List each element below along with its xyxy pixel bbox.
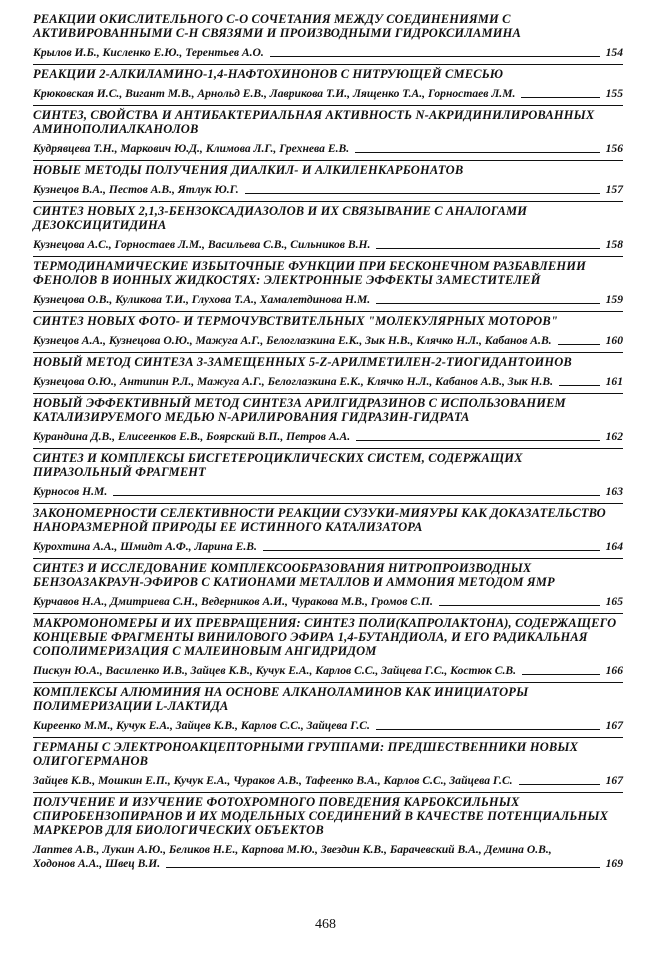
entry-authors-row xyxy=(33,183,623,197)
entry-authors-line-2: Ходонов А.А., Швец В.И. xyxy=(33,857,161,870)
leader-line xyxy=(376,303,599,304)
toc-entry xyxy=(33,201,623,252)
entry-authors-row xyxy=(33,664,623,678)
entry-authors-row xyxy=(33,595,623,609)
entry-authors-row xyxy=(33,540,623,554)
leader-line xyxy=(376,248,599,249)
entry-title: СИНТЕЗ, СВОЙСТВА И АНТИБАКТЕРИАЛЬНАЯ АКТИВНОСТЬ N-АКРИДИНИЛИРОВАННЫХ АМИНОПОЛИАЛКАНОЛОВ xyxy=(33,105,623,136)
entry-page-number: 166 xyxy=(605,664,623,677)
leader-line xyxy=(166,867,599,868)
entry-authors: Крюковская И.С., Вигант М.В., Арнольд Е.В., Лаврикова Т.И., Лященко Т.А., Горностаев Л.М. xyxy=(33,87,516,100)
entry-page-number: 167 xyxy=(605,719,623,732)
page-footer-number: 468 xyxy=(315,917,336,932)
entry-title: СИНТЕЗ НОВЫХ 2,1,3-БЕНЗОКСАДИАЗОЛОВ И ИХ СВЯЗЫВАНИЕ С АНАЛОГАМИ ДЕЗОКСИЦИТИДИНА xyxy=(33,201,623,232)
entry-title: ПОЛУЧЕНИЕ И ИЗУЧЕНИЕ ФОТОХРОМНОГО ПОВЕДЕНИЯ КАРБОКСИЛЬНЫХ СПИРОБЕНЗОПИРАНОВ И ИХ МОДЕЛЬНЫХ СОЕДИНЕНИЙ В КАЧЕСТВЕ ПОТЕНЦИАЛЬНЫХ МАРКЕРОВ ДЛЯ БИОЛОГИЧЕСКИХ ОБЪЕКТОВ xyxy=(33,792,623,837)
entry-authors-row xyxy=(33,238,623,252)
entry-authors-row xyxy=(33,334,623,348)
entry-title: НОВЫЕ МЕТОДЫ ПОЛУЧЕНИЯ ДИАЛКИЛ- И АЛКИЛЕНКАРБОНАТОВ xyxy=(33,160,623,177)
leader-line xyxy=(270,56,600,57)
toc-entry xyxy=(33,311,623,348)
entry-page-number: 164 xyxy=(605,540,623,553)
leader-line xyxy=(245,193,600,194)
toc-entry xyxy=(33,105,623,156)
toc-entry xyxy=(33,737,623,788)
toc-entry xyxy=(33,682,623,733)
entry-page-number: 156 xyxy=(605,142,623,155)
entry-authors: Кузнецов В.А., Пестов А.В., Ятлук Ю.Г. xyxy=(33,183,239,196)
entry-title: НОВЫЙ МЕТОД СИНТЕЗА 3-ЗАМЕЩЕННЫХ 5-Z-АРИЛМЕТИЛЕН-2-ТИОГИДАНТОИНОВ xyxy=(33,352,623,369)
toc-entry xyxy=(33,10,623,60)
entry-page-number: 158 xyxy=(605,238,623,251)
toc-entry xyxy=(33,558,623,609)
entry-page-number: 160 xyxy=(605,334,623,347)
entry-page-number: 154 xyxy=(605,46,623,59)
leader-line xyxy=(559,385,600,386)
entry-authors-row xyxy=(33,87,623,101)
entry-title: СИНТЕЗ И КОМПЛЕКСЫ БИСГЕТЕРОЦИКЛИЧЕСКИХ СИСТЕМ, СОДЕРЖАЩИХ ПИРАЗОЛЬНЫЙ ФРАГМЕНТ xyxy=(33,448,623,479)
leader-line xyxy=(558,344,600,345)
entry-title: РЕАКЦИИ ОКИСЛИТЕЛЬНОГО С-О СОЧЕТАНИЯ МЕЖДУ СОЕДИНЕНИЯМИ С АКТИВИРОВАННЫМИ С-Н СВЯЗЯМИ И ПРОИЗВОДНЫМИ ГИДРОКСИЛАМИНА xyxy=(33,12,522,40)
entry-authors-row xyxy=(33,375,623,389)
leader-line xyxy=(356,440,600,441)
entry-authors: Курносов Н.М. xyxy=(33,485,108,498)
entry-title: ЗАКОНОМЕРНОСТИ СЕЛЕКТИВНОСТИ РЕАКЦИИ СУЗУКИ-МИЯУРЫ КАК ДОКАЗАТЕЛЬСТВО НАНОРАЗМЕРНОЙ ПРИРОДЫ ЕЕ ИСТИННОГО КАТАЛИЗАТОРА xyxy=(33,503,623,534)
toc-entry xyxy=(33,613,623,678)
leader-line xyxy=(376,729,600,730)
entry-authors: Пискун Ю.А., Василенко И.В., Зайцев К.В., Кучук Е.А., Карлов С.С., Зайцева Г.С., Костюк С.В. xyxy=(33,664,517,677)
entry-authors: Кузнецова А.С., Горностаев Л.М., Васильева С.В., Сильников В.Н. xyxy=(33,238,371,251)
entry-page-number: 157 xyxy=(605,183,623,196)
entry-page-number: 163 xyxy=(605,485,623,498)
toc-entry xyxy=(33,160,623,197)
entry-authors: Кузнецов А.А., Кузнецова О.Ю., Мажуга А.Г., Белоглазкина Е.К., Зык Н.В., Клячко Н.Л., Кабанов А.В. xyxy=(33,334,552,347)
entry-title: РЕАКЦИИ 2-АЛКИЛАМИНО-1,4-НАФТОХИНОНОВ С НИТРУЮЩЕЙ СМЕСЬЮ xyxy=(33,64,623,81)
entry-authors: Кудрявцева Т.Н., Маркович Ю.Д., Климова Л.Г., Грехнева Е.В. xyxy=(33,142,350,155)
entry-authors: Киреенко М.М., Кучук Е.А., Зайцев К.В., Карлов С.С., Зайцева Г.С. xyxy=(33,719,370,732)
entry-page-number: 165 xyxy=(605,595,623,608)
entry-authors-row xyxy=(33,719,623,733)
leader-line xyxy=(263,550,600,551)
entry-page-number: 155 xyxy=(605,87,623,100)
contents-list xyxy=(33,10,623,875)
leader-line xyxy=(439,605,600,606)
entry-title: ГЕРМАНЫ С ЭЛЕКТРОНОАКЦЕПТОРНЫМИ ГРУППАМИ: ПРЕДШЕСТВЕННИКИ НОВЫХ ОЛИГОГЕРМАНОВ xyxy=(33,737,623,768)
entry-authors-row xyxy=(33,142,623,156)
entry-page-number: 167 xyxy=(605,774,623,787)
entry-authors-row xyxy=(33,46,623,60)
entry-title: НОВЫЙ ЭФФЕКТИВНЫЙ МЕТОД СИНТЕЗА АРИЛГИДРАЗИНОВ С ИСПОЛЬЗОВАНИЕМ КАТАЛИЗИРУЕМОГО МЕДЬЮ N-АРИЛИРОВАНИЯ ГИДРАЗИН-ГИДРАТА xyxy=(33,393,623,424)
entry-authors-row xyxy=(33,485,623,499)
entry-title: СИНТЕЗ НОВЫХ ФОТО- И ТЕРМОЧУВСТВИТЕЛЬНЫХ "МОЛЕКУЛЯРНЫХ МОТОРОВ" xyxy=(33,311,623,328)
entry-authors: Курандина Д.В., Елисеенков Е.В., Боярский В.П., Петров А.А. xyxy=(33,430,351,443)
leader-line xyxy=(522,674,600,675)
entry-authors-row xyxy=(33,430,623,444)
toc-entry xyxy=(33,503,623,554)
entry-authors-row xyxy=(33,843,623,871)
leader-line xyxy=(519,784,600,785)
entry-page-number: 161 xyxy=(605,375,623,388)
entry-authors-line-1: Лаптев А.В., Лукин А.Ю., Беликов Н.Е., Карпова М.Ю., Звездин К.В., Барачевский В.А., Демина О.В., xyxy=(33,843,552,856)
toc-entry xyxy=(33,256,623,307)
toc-entry xyxy=(33,64,623,101)
entry-title: ТЕРМОДИНАМИЧЕСКИЕ ИЗБЫТОЧНЫЕ ФУНКЦИИ ПРИ БЕСКОНЕЧНОМ РАЗБАВЛЕНИИ ФЕНОЛОВ В ИОННЫХ ЖИДКОСТЯХ: ЭЛЕКТРОННЫЕ ЭФФЕКТЫ ЗАМЕСТИТЕЛЕЙ xyxy=(33,256,623,287)
entry-authors: Зайцев К.В., Мошкин Е.П., Кучук Е.А., Чураков А.В., Тафеенко В.А., Карлов С.С., Зайцева Г.С. xyxy=(33,774,513,787)
entry-page-number: 159 xyxy=(605,293,623,306)
entry-authors: Крылов И.Б., Кисленко Е.Ю., Терентьев А.О. xyxy=(33,46,264,59)
entry-authors: Кузнецова О.В., Куликова Т.И., Глухова Т.А., Хамалетдинова Н.М. xyxy=(33,293,371,306)
entry-authors: Кузнецова О.Ю., Антипин Р.Л., Мажуга А.Г., Белоглазкина Е.К., Клячко Н.Л., Кабанов А.В., Зык Н.В. xyxy=(33,375,554,388)
leader-line xyxy=(521,97,599,98)
toc-entry xyxy=(33,792,623,871)
entry-authors: Курчавов Н.А., Дмитриева С.Н., Ведерников А.И., Чуракова М.В., Громов С.П. xyxy=(33,595,433,608)
entry-authors-row xyxy=(33,293,623,307)
entry-title: СИНТЕЗ И ИССЛЕДОВАНИЕ КОМПЛЕКСООБРАЗОВАНИЯ НИТРОПРОИЗВОДНЫХ БЕНЗОАЗАКРАУН-ЭФИРОВ С КАТИОНАМИ МЕТАЛЛОВ И АММОНИЯ МЕТОДОМ ЯМР xyxy=(33,558,623,589)
entry-title: МАКРОМОНОМЕРЫ И ИХ ПРЕВРАЩЕНИЯ: СИНТЕЗ ПОЛИ(КАПРОЛАКТОНА), СОДЕРЖАЩЕГО КОНЦЕВЫЕ ФРАГМЕНТЫ ВИНИЛОВОГО ЭФИРА 1,4-БУТАНДИОЛА, И ЕГО РАДИКАЛЬНАЯ СОПОЛИМЕРИЗАЦИЯ С МАЛЕИНОВЫМ АНГИДРИДОМ xyxy=(33,613,623,658)
entry-page-number: 162 xyxy=(605,430,623,443)
entry-authors: Курохтина А.А., Шмидт А.Ф., Ларина Е.В. xyxy=(33,540,257,553)
entry-title: КОМПЛЕКСЫ АЛЮМИНИЯ НА ОСНОВЕ АЛКАНОЛАМИНОВ КАК ИНИЦИАТОРЫ ПОЛИМЕРИЗАЦИИ L-ЛАКТИДА xyxy=(33,682,623,713)
toc-entry xyxy=(33,352,623,389)
toc-entry xyxy=(33,393,623,444)
leader-line xyxy=(355,152,600,153)
leader-line xyxy=(113,495,599,496)
toc-entry xyxy=(33,448,623,499)
entry-page-number: 169 xyxy=(605,857,623,870)
entry-authors-line-2-row xyxy=(33,857,623,871)
entry-authors-row xyxy=(33,774,623,788)
